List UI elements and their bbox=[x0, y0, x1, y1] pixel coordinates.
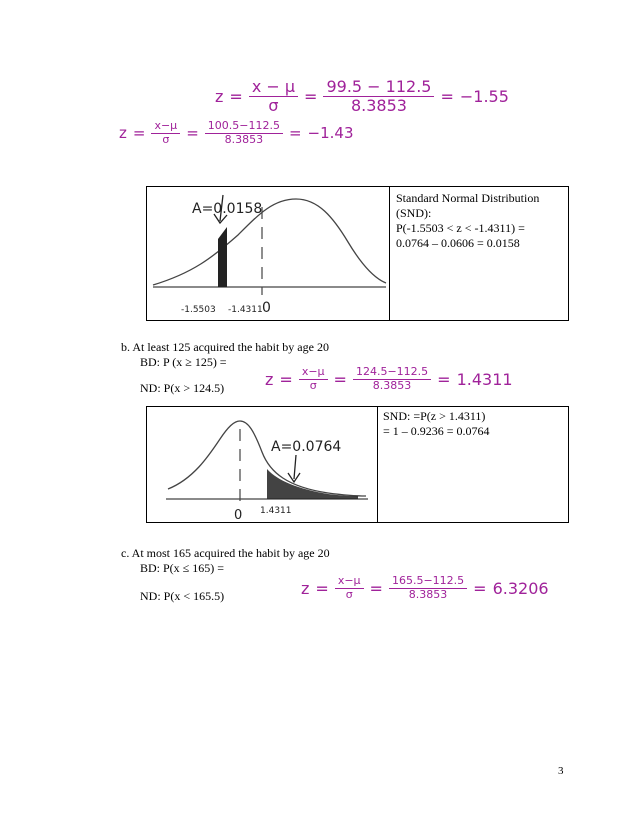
snd-box-1 bbox=[146, 186, 569, 321]
eq1-num2: 99.5 − 112.5 bbox=[323, 78, 434, 97]
tick-label-2: -1.4311 bbox=[228, 305, 263, 315]
eq1-result: −1.55 bbox=[459, 87, 509, 107]
eqb-equals-3: = bbox=[437, 369, 451, 389]
area-label-2: A=0.0764 bbox=[271, 439, 342, 455]
box2-text bbox=[383, 409, 563, 439]
box1-line: P(-1.5503 < z < -1.4311) = bbox=[396, 221, 525, 235]
eqc-equals: = bbox=[315, 578, 329, 598]
box1-divider bbox=[389, 187, 390, 320]
eqc-num: x−μ bbox=[335, 575, 364, 589]
eq1-lhs: z bbox=[215, 87, 224, 107]
eq2-fraction-2 bbox=[205, 120, 283, 146]
eq2-equals-3: = bbox=[288, 124, 302, 143]
box1-line: Standard Normal Distribution bbox=[396, 191, 540, 205]
eqb-equals: = bbox=[279, 369, 293, 389]
eqb-equals-2: = bbox=[333, 369, 347, 389]
eq2-fraction-1 bbox=[151, 120, 180, 146]
eqb-fraction-2 bbox=[353, 366, 431, 392]
box2-divider bbox=[377, 407, 378, 522]
equation-z-165-5 bbox=[298, 575, 552, 601]
tick-label-5: 1.4311 bbox=[260, 506, 292, 516]
eq2-result: −1.43 bbox=[307, 124, 354, 143]
eqc-den2: 8.3853 bbox=[408, 587, 448, 601]
eq1-num: x − μ bbox=[249, 78, 298, 97]
tick-label-4: 0 bbox=[234, 508, 243, 522]
eqb-den2: 8.3853 bbox=[372, 378, 412, 392]
eq2-equals-2: = bbox=[186, 124, 199, 143]
partc-title: c. At most 165 acquired the habit by age 20 bbox=[121, 546, 330, 560]
eq1-den2: 8.3853 bbox=[350, 96, 407, 116]
eqb-num: x−μ bbox=[299, 366, 328, 380]
eq2-num: x−μ bbox=[151, 120, 180, 134]
page-number: 3 bbox=[558, 765, 564, 777]
equation-z-100-5 bbox=[116, 120, 357, 146]
partb-title: b. At least 125 acquired the habit by age 20 bbox=[121, 340, 329, 354]
tick-label-3: 0 bbox=[262, 300, 271, 316]
eq1-equals-2: = bbox=[304, 87, 318, 107]
eq2-den2: 8.3853 bbox=[224, 132, 264, 146]
eq1-equals: = bbox=[229, 87, 243, 107]
eqc-result: 6.3206 bbox=[492, 578, 549, 598]
partc-bd: BD: P(x ≤ 165) = bbox=[140, 561, 225, 575]
tick-label-1: -1.5503 bbox=[181, 305, 216, 315]
box1-line: 0.0764 – 0.0606 = 0.0158 bbox=[396, 236, 520, 250]
normal-curve-sketch-2 bbox=[148, 407, 376, 522]
eqc-fraction-2 bbox=[389, 575, 467, 601]
eqc-equals-3: = bbox=[473, 578, 487, 598]
eqc-lhs: z bbox=[301, 578, 310, 598]
eq2-num2: 100.5−112.5 bbox=[205, 120, 283, 134]
equation-z-124-5 bbox=[262, 366, 516, 392]
eq1-fraction-1 bbox=[249, 78, 298, 116]
box1-line: (SND): bbox=[396, 206, 432, 220]
shaded-area-1 bbox=[218, 227, 227, 287]
partc-nd: ND: P(x < 165.5) bbox=[140, 589, 225, 603]
eq1-equals-3: = bbox=[440, 87, 454, 107]
eqb-result: 1.4311 bbox=[456, 369, 513, 389]
eqb-lhs: z bbox=[265, 369, 274, 389]
eq1-den: σ bbox=[268, 96, 279, 116]
eqb-fraction-1 bbox=[299, 366, 328, 392]
eq2-den: σ bbox=[162, 132, 170, 146]
eqb-num2: 124.5−112.5 bbox=[353, 366, 431, 380]
curve-1 bbox=[153, 199, 386, 285]
eqc-den: σ bbox=[345, 587, 353, 601]
eq2-equals: = bbox=[132, 124, 146, 143]
eqb-den: σ bbox=[309, 378, 317, 392]
box2-line: = 1 – 0.9236 = 0.0764 bbox=[383, 424, 490, 438]
area-label-1: A=0.0158 bbox=[192, 201, 263, 217]
eq2-lhs: z bbox=[119, 124, 127, 143]
partb-bd: BD: P (x ≥ 125) = bbox=[140, 355, 227, 369]
eqc-num2: 165.5−112.5 bbox=[389, 575, 467, 589]
partb-nd: ND: P(x > 124.5) bbox=[140, 381, 225, 395]
box2-line: SND: =P(z > 1.4311) bbox=[383, 409, 486, 423]
eqc-equals-2: = bbox=[369, 578, 383, 598]
equation-z-99-5 bbox=[212, 78, 512, 116]
eqc-fraction-1 bbox=[335, 575, 364, 601]
eq1-fraction-2 bbox=[323, 78, 434, 116]
box1-text bbox=[396, 191, 566, 251]
snd-box-2 bbox=[146, 406, 569, 523]
normal-curve-sketch-1 bbox=[148, 187, 388, 320]
arrow-2 bbox=[288, 455, 300, 482]
